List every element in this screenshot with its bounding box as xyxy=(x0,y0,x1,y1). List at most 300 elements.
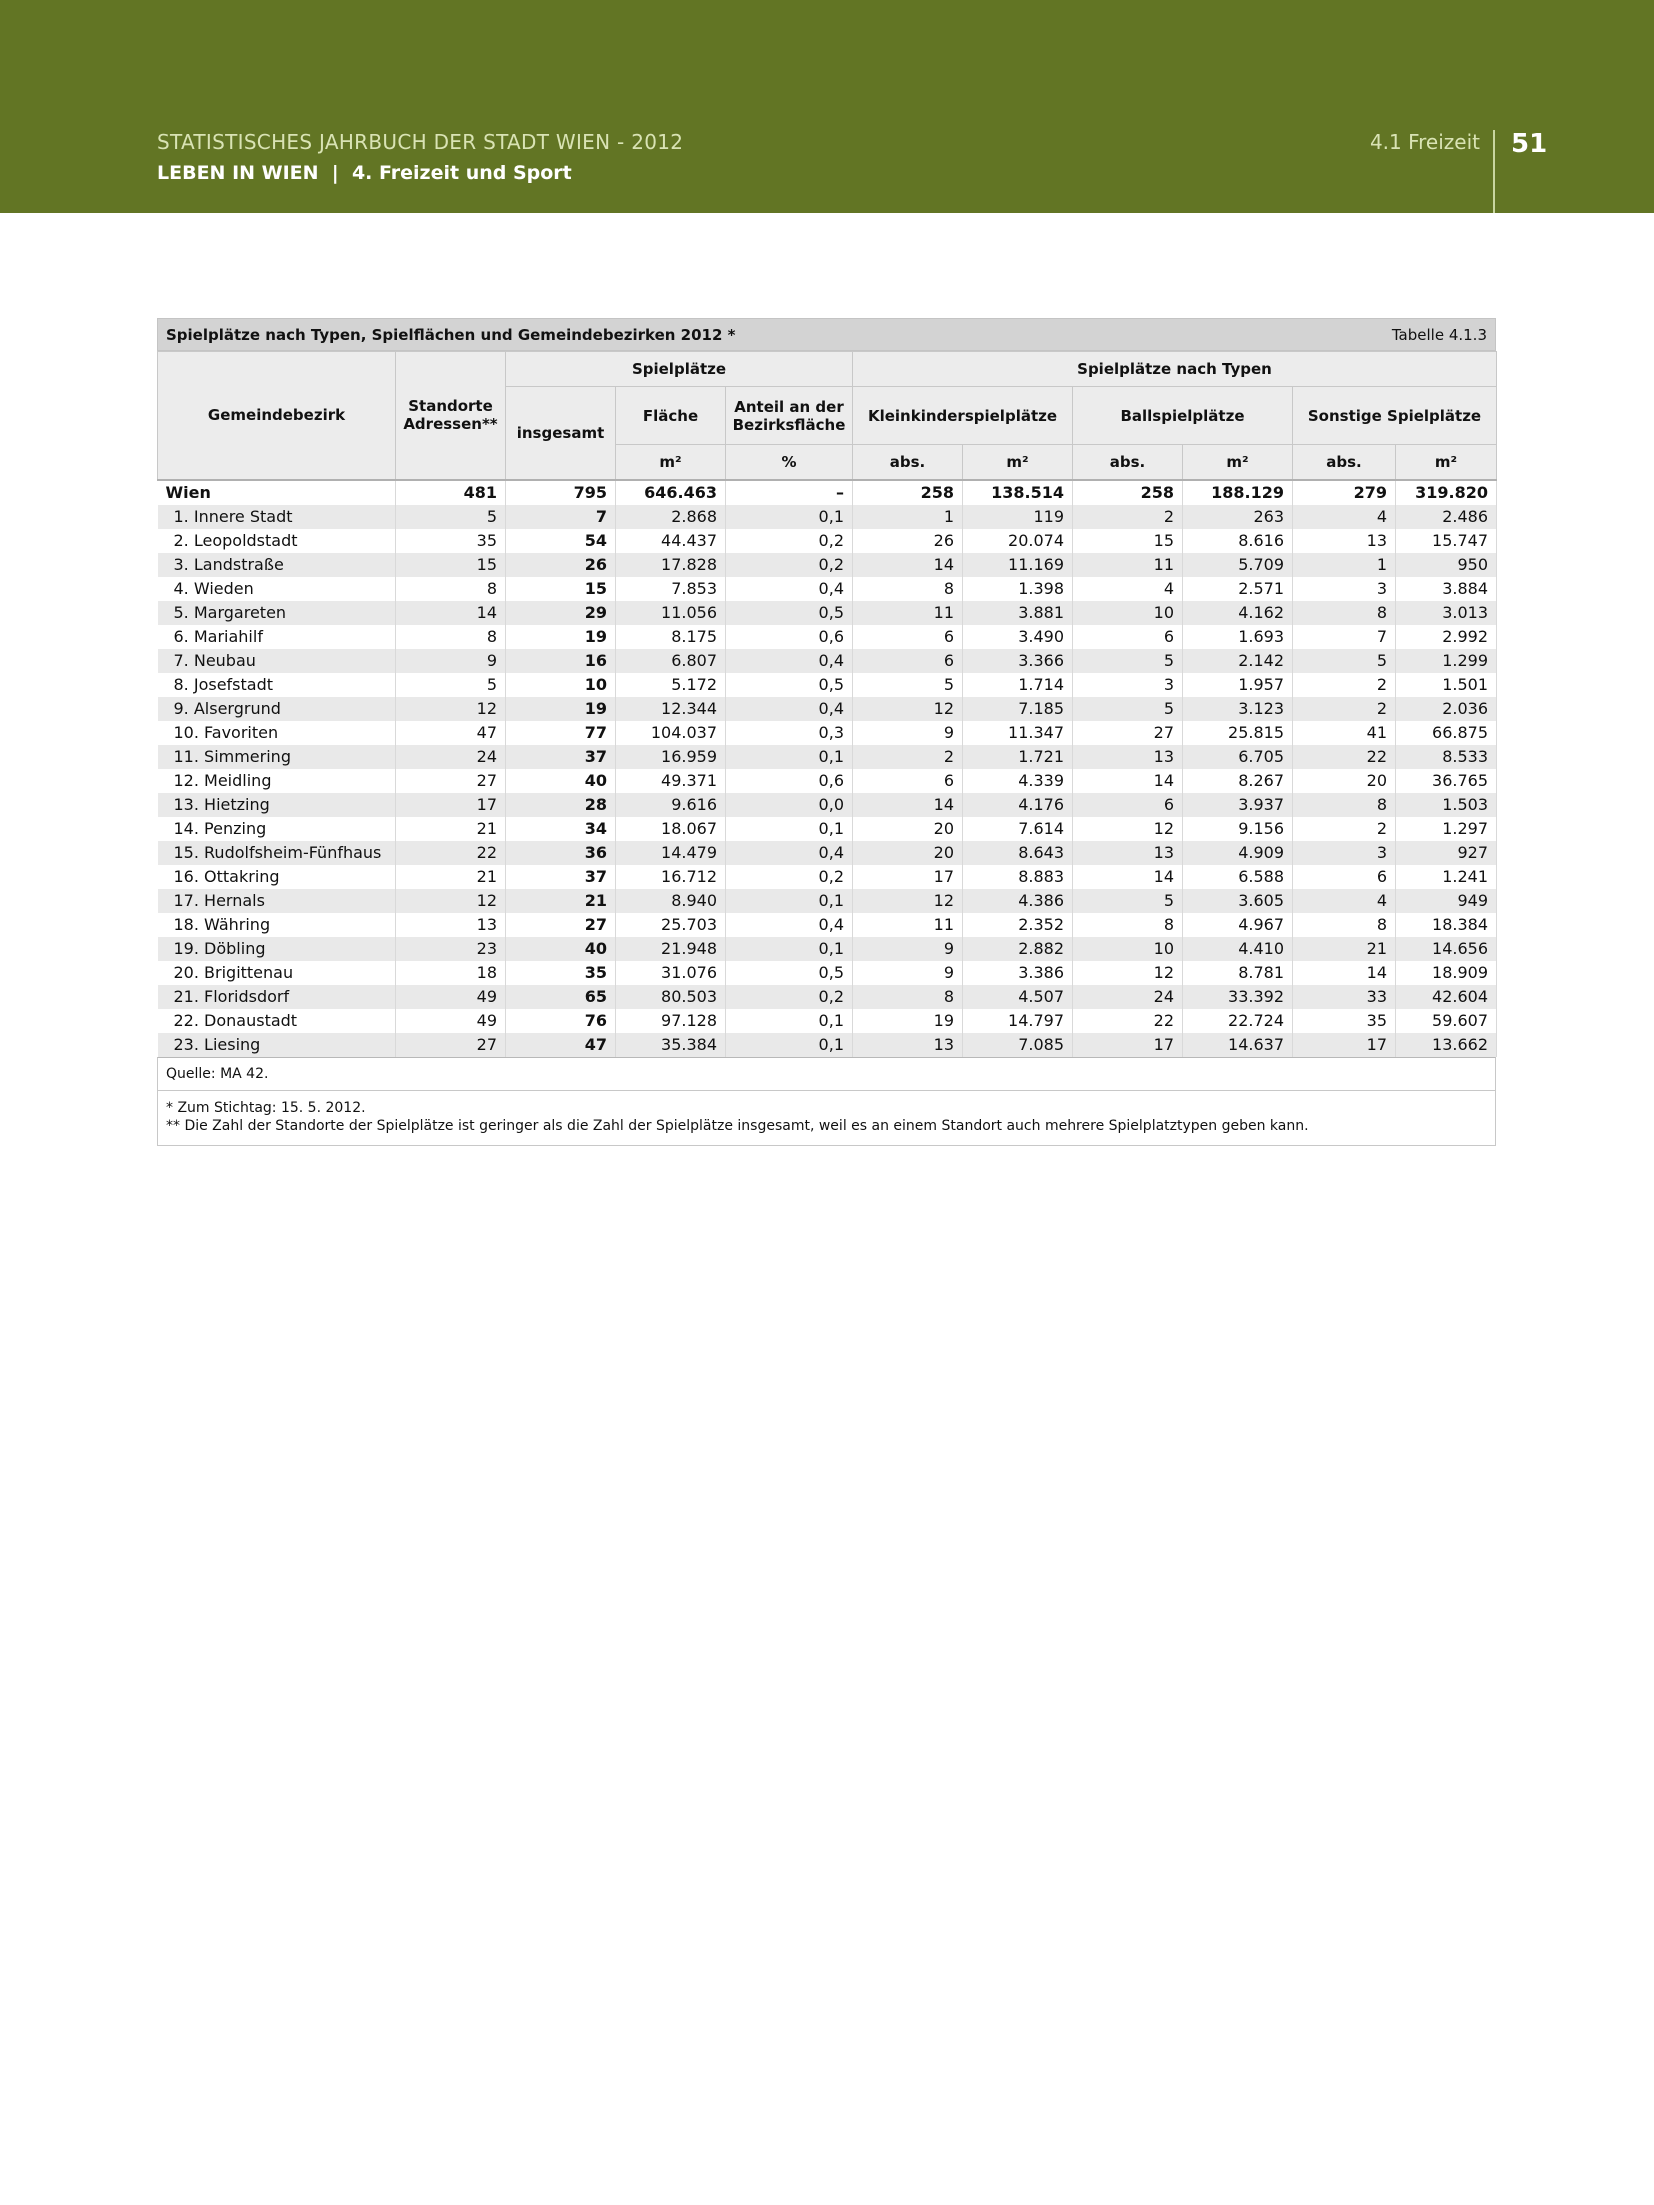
value-cell: 10 xyxy=(506,673,616,697)
value-cell: 18.067 xyxy=(616,817,726,841)
value-cell: 4.909 xyxy=(1183,841,1293,865)
value-cell: 8 xyxy=(1293,601,1396,625)
value-cell: 8.267 xyxy=(1183,769,1293,793)
value-cell: 28 xyxy=(506,793,616,817)
district-cell: 18. Währing xyxy=(158,913,396,937)
value-cell: 8.533 xyxy=(1396,745,1497,769)
district-cell: 13. Hietzing xyxy=(158,793,396,817)
value-cell: 13 xyxy=(1293,529,1396,553)
value-cell: 3.123 xyxy=(1183,697,1293,721)
source-note: Quelle: MA 42. xyxy=(157,1057,1496,1091)
value-cell: 26 xyxy=(506,553,616,577)
value-cell: 7.614 xyxy=(963,817,1073,841)
value-cell: 27 xyxy=(396,769,506,793)
table-body xyxy=(158,480,1497,1057)
value-cell: 0,4 xyxy=(726,913,853,937)
value-cell: 0,6 xyxy=(726,625,853,649)
value-cell: 12 xyxy=(396,889,506,913)
value-cell: 0,5 xyxy=(726,601,853,625)
district-cell: 11. Simmering xyxy=(158,745,396,769)
value-cell: 0,1 xyxy=(726,889,853,913)
district-cell: 12. Meidling xyxy=(158,769,396,793)
table-row xyxy=(158,697,1497,721)
value-cell: 0,1 xyxy=(726,817,853,841)
value-cell: 40 xyxy=(506,937,616,961)
value-cell: 1.693 xyxy=(1183,625,1293,649)
value-cell: 14.656 xyxy=(1396,937,1497,961)
value-cell: 22 xyxy=(1073,1009,1183,1033)
header-small-children: Kleinkinderspielplätze xyxy=(853,387,1073,445)
value-cell: 20 xyxy=(853,817,963,841)
district-cell: 5. Margareten xyxy=(158,601,396,625)
unit-ball-abs: abs. xyxy=(1073,445,1183,480)
value-cell: 6.705 xyxy=(1183,745,1293,769)
value-cell: 3.366 xyxy=(963,649,1073,673)
value-cell: 14 xyxy=(853,793,963,817)
table-row xyxy=(158,937,1497,961)
table-row xyxy=(158,745,1497,769)
value-cell: – xyxy=(726,480,853,505)
unit-area-m2: m² xyxy=(616,445,726,480)
value-cell: 18.909 xyxy=(1396,961,1497,985)
value-cell: 6 xyxy=(1073,625,1183,649)
value-cell: 49 xyxy=(396,1009,506,1033)
value-cell: 8 xyxy=(853,577,963,601)
value-cell: 2.142 xyxy=(1183,649,1293,673)
value-cell: 22.724 xyxy=(1183,1009,1293,1033)
value-cell: 15 xyxy=(1073,529,1183,553)
value-cell: 47 xyxy=(506,1033,616,1057)
value-cell: 5.709 xyxy=(1183,553,1293,577)
value-cell: 12 xyxy=(396,697,506,721)
value-cell: 33.392 xyxy=(1183,985,1293,1009)
value-cell: 3.605 xyxy=(1183,889,1293,913)
value-cell: 1.957 xyxy=(1183,673,1293,697)
value-cell: 27 xyxy=(506,913,616,937)
value-cell: 3.386 xyxy=(963,961,1073,985)
value-cell: 13.662 xyxy=(1396,1033,1497,1057)
value-cell: 12 xyxy=(853,889,963,913)
value-cell: 41 xyxy=(1293,721,1396,745)
value-cell: 4 xyxy=(1293,889,1396,913)
value-cell: 2.486 xyxy=(1396,505,1497,529)
value-cell: 0,0 xyxy=(726,793,853,817)
value-cell: 2.036 xyxy=(1396,697,1497,721)
value-cell: 2 xyxy=(1293,697,1396,721)
value-cell: 1.241 xyxy=(1396,865,1497,889)
value-cell: 24 xyxy=(396,745,506,769)
value-cell: 37 xyxy=(506,865,616,889)
value-cell: 2.571 xyxy=(1183,577,1293,601)
header-area: Fläche xyxy=(616,387,726,445)
table-row xyxy=(158,1009,1497,1033)
value-cell: 14 xyxy=(853,553,963,577)
value-cell: 12 xyxy=(853,697,963,721)
table-row xyxy=(158,865,1497,889)
value-cell: 2 xyxy=(853,745,963,769)
value-cell: 19 xyxy=(506,697,616,721)
value-cell: 0,4 xyxy=(726,697,853,721)
value-cell: 2 xyxy=(1293,817,1396,841)
value-cell: 8 xyxy=(396,625,506,649)
value-cell: 9.156 xyxy=(1183,817,1293,841)
value-cell: 1 xyxy=(1293,553,1396,577)
header-locations: Standorte Adressen** xyxy=(396,352,506,480)
value-cell: 1 xyxy=(853,505,963,529)
table-row xyxy=(158,553,1497,577)
value-cell: 12 xyxy=(1073,817,1183,841)
value-cell: 6 xyxy=(853,769,963,793)
value-cell: 258 xyxy=(853,480,963,505)
value-cell: 2.352 xyxy=(963,913,1073,937)
value-cell: 950 xyxy=(1396,553,1497,577)
chapter-title: LEBEN IN WIEN | 4. Freizeit und Sport xyxy=(157,162,572,184)
value-cell: 3.881 xyxy=(963,601,1073,625)
value-cell: 481 xyxy=(396,480,506,505)
value-cell: 13 xyxy=(1073,841,1183,865)
unit-share-pct: % xyxy=(726,445,853,480)
value-cell: 17 xyxy=(396,793,506,817)
value-cell: 35.384 xyxy=(616,1033,726,1057)
table-row xyxy=(158,577,1497,601)
district-cell: 20. Brigittenau xyxy=(158,961,396,985)
value-cell: 2 xyxy=(1073,505,1183,529)
value-cell: 13 xyxy=(1073,745,1183,769)
header-playgrounds: Spielplätze xyxy=(506,352,853,387)
value-cell: 18.384 xyxy=(1396,913,1497,937)
district-cell: 1. Innere Stadt xyxy=(158,505,396,529)
value-cell: 4.507 xyxy=(963,985,1073,1009)
value-cell: 35 xyxy=(506,961,616,985)
value-cell: 20.074 xyxy=(963,529,1073,553)
value-cell: 104.037 xyxy=(616,721,726,745)
header-district: Gemeindebezirk xyxy=(158,352,396,480)
value-cell: 0,1 xyxy=(726,505,853,529)
value-cell: 4.386 xyxy=(963,889,1073,913)
value-cell: 3 xyxy=(1073,673,1183,697)
value-cell: 119 xyxy=(963,505,1073,529)
value-cell: 4.410 xyxy=(1183,937,1293,961)
value-cell: 7 xyxy=(506,505,616,529)
value-cell: 8 xyxy=(1073,913,1183,937)
table-row xyxy=(158,985,1497,1009)
value-cell: 12 xyxy=(1073,961,1183,985)
header-divider xyxy=(1493,130,1495,213)
district-cell: 2. Leopoldstadt xyxy=(158,529,396,553)
header-ball: Ballspielplätze xyxy=(1073,387,1293,445)
value-cell: 11.056 xyxy=(616,601,726,625)
district-cell: 23. Liesing xyxy=(158,1033,396,1057)
value-cell: 21 xyxy=(396,865,506,889)
table-row xyxy=(158,769,1497,793)
value-cell: 13 xyxy=(853,1033,963,1057)
value-cell: 97.128 xyxy=(616,1009,726,1033)
section-label: 4.1 Freizeit xyxy=(1369,130,1480,154)
table-row xyxy=(158,913,1497,937)
table-row xyxy=(158,673,1497,697)
value-cell: 2.992 xyxy=(1396,625,1497,649)
value-cell: 8 xyxy=(1293,913,1396,937)
value-cell: 9 xyxy=(396,649,506,673)
value-cell: 0,2 xyxy=(726,529,853,553)
table-row xyxy=(158,649,1497,673)
value-cell: 319.820 xyxy=(1396,480,1497,505)
unit-other-abs: abs. xyxy=(1293,445,1396,480)
value-cell: 21.948 xyxy=(616,937,726,961)
value-cell: 9 xyxy=(853,937,963,961)
header-by-type: Spielplätze nach Typen xyxy=(853,352,1497,387)
value-cell: 1.503 xyxy=(1396,793,1497,817)
value-cell: 1.398 xyxy=(963,577,1073,601)
value-cell: 20 xyxy=(1293,769,1396,793)
value-cell: 49 xyxy=(396,985,506,1009)
value-cell: 258 xyxy=(1073,480,1183,505)
district-cell: 19. Döbling xyxy=(158,937,396,961)
value-cell: 24 xyxy=(1073,985,1183,1009)
data-table-container xyxy=(157,318,1496,1146)
value-cell: 0,2 xyxy=(726,985,853,1009)
value-cell: 949 xyxy=(1396,889,1497,913)
value-cell: 54 xyxy=(506,529,616,553)
value-cell: 6.588 xyxy=(1183,865,1293,889)
value-cell: 8 xyxy=(853,985,963,1009)
value-cell: 14 xyxy=(1073,865,1183,889)
value-cell: 5 xyxy=(396,673,506,697)
value-cell: 26 xyxy=(853,529,963,553)
district-cell: 10. Favoriten xyxy=(158,721,396,745)
value-cell: 13 xyxy=(396,913,506,937)
value-cell: 14 xyxy=(1073,769,1183,793)
value-cell: 25.703 xyxy=(616,913,726,937)
value-cell: 0,1 xyxy=(726,937,853,961)
value-cell: 8.883 xyxy=(963,865,1073,889)
value-cell: 3.013 xyxy=(1396,601,1497,625)
value-cell: 17.828 xyxy=(616,553,726,577)
unit-other-m2: m² xyxy=(1396,445,1497,480)
value-cell: 66.875 xyxy=(1396,721,1497,745)
value-cell: 8.643 xyxy=(963,841,1073,865)
value-cell: 15.747 xyxy=(1396,529,1497,553)
value-cell: 11 xyxy=(853,913,963,937)
value-cell: 5 xyxy=(1073,889,1183,913)
table-row xyxy=(158,721,1497,745)
table-row-total xyxy=(158,480,1497,505)
value-cell: 65 xyxy=(506,985,616,1009)
value-cell: 35 xyxy=(1293,1009,1396,1033)
value-cell: 80.503 xyxy=(616,985,726,1009)
value-cell: 11 xyxy=(1073,553,1183,577)
value-cell: 927 xyxy=(1396,841,1497,865)
value-cell: 0,2 xyxy=(726,865,853,889)
value-cell: 77 xyxy=(506,721,616,745)
value-cell: 17 xyxy=(1293,1033,1396,1057)
value-cell: 36.765 xyxy=(1396,769,1497,793)
playground-table xyxy=(157,351,1497,1057)
district-cell: Wien xyxy=(158,480,396,505)
value-cell: 17 xyxy=(1073,1033,1183,1057)
value-cell: 17 xyxy=(853,865,963,889)
value-cell: 0,5 xyxy=(726,673,853,697)
value-cell: 21 xyxy=(396,817,506,841)
value-cell: 8.940 xyxy=(616,889,726,913)
unit-small-m2: m² xyxy=(963,445,1073,480)
value-cell: 33 xyxy=(1293,985,1396,1009)
value-cell: 22 xyxy=(1293,745,1396,769)
value-cell: 16.959 xyxy=(616,745,726,769)
table-title: Spielplätze nach Typen, Spielflächen und Gemeindebezirken 2012 * xyxy=(166,325,736,344)
value-cell: 12.344 xyxy=(616,697,726,721)
value-cell: 0,6 xyxy=(726,769,853,793)
value-cell: 15 xyxy=(506,577,616,601)
table-caption xyxy=(157,318,1496,351)
value-cell: 40 xyxy=(506,769,616,793)
value-cell: 3.490 xyxy=(963,625,1073,649)
district-cell: 8. Josefstadt xyxy=(158,673,396,697)
table-row xyxy=(158,1033,1497,1057)
footnote-locations: ** Die Zahl der Standorte der Spielplätze ist geringer als die Zahl der Spielplätze insgesamt, weil es an einem Standort auch mehrere Spielplatztypen geben kann. xyxy=(166,1117,1309,1134)
value-cell: 9.616 xyxy=(616,793,726,817)
value-cell: 10 xyxy=(1073,937,1183,961)
value-cell: 21 xyxy=(506,889,616,913)
value-cell: 37 xyxy=(506,745,616,769)
value-cell: 4.967 xyxy=(1183,913,1293,937)
value-cell: 8.781 xyxy=(1183,961,1293,985)
value-cell: 9 xyxy=(853,961,963,985)
value-cell: 4.339 xyxy=(963,769,1073,793)
value-cell: 6 xyxy=(1293,865,1396,889)
district-cell: 16. Ottakring xyxy=(158,865,396,889)
value-cell: 1.721 xyxy=(963,745,1073,769)
value-cell: 2 xyxy=(1293,673,1396,697)
value-cell: 6 xyxy=(853,649,963,673)
value-cell: 3.884 xyxy=(1396,577,1497,601)
value-cell: 44.437 xyxy=(616,529,726,553)
value-cell: 0,5 xyxy=(726,961,853,985)
value-cell: 5 xyxy=(853,673,963,697)
table-row xyxy=(158,793,1497,817)
value-cell: 3 xyxy=(1293,841,1396,865)
value-cell: 10 xyxy=(1073,601,1183,625)
value-cell: 5 xyxy=(1073,649,1183,673)
value-cell: 8 xyxy=(1293,793,1396,817)
value-cell: 76 xyxy=(506,1009,616,1033)
value-cell: 14.637 xyxy=(1183,1033,1293,1057)
value-cell: 0,4 xyxy=(726,649,853,673)
district-cell: 22. Donaustadt xyxy=(158,1009,396,1033)
value-cell: 3.937 xyxy=(1183,793,1293,817)
table-label: Tabelle 4.1.3 xyxy=(1391,325,1487,344)
unit-small-abs: abs. xyxy=(853,445,963,480)
value-cell: 4 xyxy=(1073,577,1183,601)
district-cell: 6. Mariahilf xyxy=(158,625,396,649)
value-cell: 23 xyxy=(396,937,506,961)
value-cell: 14 xyxy=(396,601,506,625)
value-cell: 4.162 xyxy=(1183,601,1293,625)
footnotes xyxy=(157,1091,1496,1146)
value-cell: 25.815 xyxy=(1183,721,1293,745)
header-share: Anteil an der Bezirksfläche xyxy=(726,387,853,445)
district-cell: 7. Neubau xyxy=(158,649,396,673)
value-cell: 3 xyxy=(1293,577,1396,601)
table-row xyxy=(158,601,1497,625)
table-row xyxy=(158,889,1497,913)
value-cell: 31.076 xyxy=(616,961,726,985)
value-cell: 646.463 xyxy=(616,480,726,505)
value-cell: 34 xyxy=(506,817,616,841)
value-cell: 14.797 xyxy=(963,1009,1073,1033)
value-cell: 7.185 xyxy=(963,697,1073,721)
table-row xyxy=(158,505,1497,529)
table-row xyxy=(158,841,1497,865)
header-other: Sonstige Spielplätze xyxy=(1293,387,1497,445)
value-cell: 7.853 xyxy=(616,577,726,601)
value-cell: 188.129 xyxy=(1183,480,1293,505)
page-number: 51 xyxy=(1511,129,1548,159)
value-cell: 18 xyxy=(396,961,506,985)
value-cell: 11.169 xyxy=(963,553,1073,577)
value-cell: 263 xyxy=(1183,505,1293,529)
value-cell: 15 xyxy=(396,553,506,577)
value-cell: 16.712 xyxy=(616,865,726,889)
table-row xyxy=(158,625,1497,649)
value-cell: 5.172 xyxy=(616,673,726,697)
value-cell: 22 xyxy=(396,841,506,865)
value-cell: 1.501 xyxy=(1396,673,1497,697)
table-row xyxy=(158,817,1497,841)
value-cell: 0,1 xyxy=(726,1009,853,1033)
district-cell: 15. Rudolfsheim-Fünfhaus xyxy=(158,841,396,865)
district-cell: 9. Alsergrund xyxy=(158,697,396,721)
header-banner xyxy=(0,0,1654,213)
value-cell: 29 xyxy=(506,601,616,625)
value-cell: 7 xyxy=(1293,625,1396,649)
value-cell: 5 xyxy=(1073,697,1183,721)
value-cell: 27 xyxy=(396,1033,506,1057)
value-cell: 8.175 xyxy=(616,625,726,649)
value-cell: 19 xyxy=(853,1009,963,1033)
district-cell: 14. Penzing xyxy=(158,817,396,841)
header-total: insgesamt xyxy=(506,387,616,480)
district-cell: 17. Hernals xyxy=(158,889,396,913)
value-cell: 1.714 xyxy=(963,673,1073,697)
value-cell: 49.371 xyxy=(616,769,726,793)
value-cell: 8 xyxy=(396,577,506,601)
value-cell: 0,4 xyxy=(726,841,853,865)
value-cell: 35 xyxy=(396,529,506,553)
value-cell: 0,3 xyxy=(726,721,853,745)
value-cell: 11.347 xyxy=(963,721,1073,745)
value-cell: 59.607 xyxy=(1396,1009,1497,1033)
table-row xyxy=(158,961,1497,985)
value-cell: 0,1 xyxy=(726,1033,853,1057)
value-cell: 2.868 xyxy=(616,505,726,529)
district-cell: 21. Floridsdorf xyxy=(158,985,396,1009)
unit-ball-m2: m² xyxy=(1183,445,1293,480)
value-cell: 47 xyxy=(396,721,506,745)
value-cell: 0,4 xyxy=(726,577,853,601)
district-cell: 4. Wieden xyxy=(158,577,396,601)
value-cell: 2.882 xyxy=(963,937,1073,961)
value-cell: 27 xyxy=(1073,721,1183,745)
value-cell: 0,1 xyxy=(726,745,853,769)
value-cell: 138.514 xyxy=(963,480,1073,505)
value-cell: 8.616 xyxy=(1183,529,1293,553)
district-cell: 3. Landstraße xyxy=(158,553,396,577)
value-cell: 6 xyxy=(1073,793,1183,817)
value-cell: 795 xyxy=(506,480,616,505)
value-cell: 1.297 xyxy=(1396,817,1497,841)
value-cell: 42.604 xyxy=(1396,985,1497,1009)
